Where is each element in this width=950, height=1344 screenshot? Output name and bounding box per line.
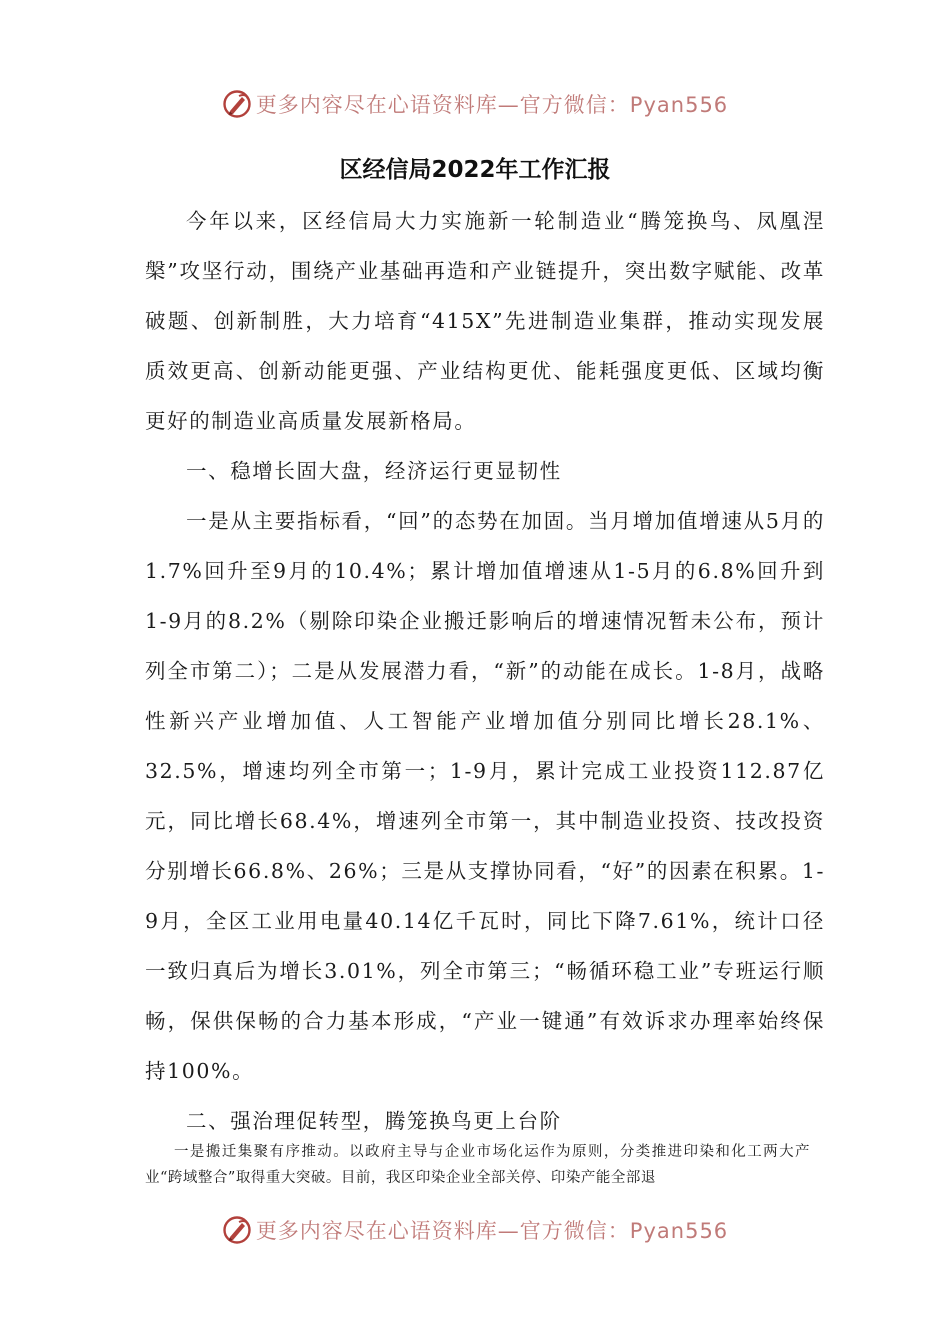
- watermark-banner-top: [0, 82, 950, 126]
- intro-paragraph: 今年以来，区经信局大力实施新一轮制造业“腾笼换鸟、凤凰涅槃”攻坚行动，围绕产业基础再造和产业链提升，突出数字赋能、改革破题、创新制胜，大力培育“415X”先进制造业集群，推动实现发展质效更高、创新动能更强、产业结构更优、能耗强度更低、区域均衡更好的制造业高质量发展新格局。: [145, 209, 825, 433]
- pen-logo-icon: [222, 89, 252, 119]
- document-title: 区经信局2022年工作汇报: [339, 157, 611, 183]
- section-1-paragraph: 一是从主要指标看，“回”的态势在加固。当月增加值增速从5月的1.7%回升至9月的10.4%；累计增加值增速从1-5月的6.8%回升到1-9月的8.2%（剔除印染企业搬迁影响后的增速情况暂未公布，预计列全市第二）；二是从发展潜力看，“新”的动能在成长。1-8月，战略性新兴产业增加值、人工智能产业增加值分别同比增长28.1%、32.5%，增速均列全市第一；1-9月，累计完成工业投资112.87亿元，同比增长68.4%，增速列全市第一，其中制造业投资、技改投资分别增长66.8%、26%；三是从支撑协同看，“好”的因素在积累。1-9月，全区工业用电量40.14亿千瓦时，同比下降7.61%，统计口径一致归真后为增长3.01%，列全市第三；“畅循环稳工业”专班运行顺畅，保供保畅的合力基本形成，“产业一键通”有效诉求办理率始终保持100%。: [145, 509, 825, 1083]
- section-2-paragraph: 一是搬迁集聚有序推动。以政府主导与企业市场化运作为原则，分类推进印染和化工两大产业“跨域整合”取得重大突破。目前，我区印染企业全部关停、印染产能全部退: [145, 1144, 810, 1186]
- watermark-text: 更多内容尽在心语资料库—官方微信：Pyan556: [255, 93, 729, 117]
- section-heading-1: 一、稳增长固大盘，经济运行更显韧性: [186, 459, 562, 483]
- pen-logo-icon: [222, 1215, 252, 1245]
- watermark-banner-bottom: [0, 1208, 950, 1252]
- watermark-text: 更多内容尽在心语资料库—官方微信：Pyan556: [255, 1219, 729, 1243]
- section-heading-2: 二、强治理促转型，腾笼换鸟更上台阶: [186, 1109, 562, 1133]
- document-body: [145, 196, 825, 1146]
